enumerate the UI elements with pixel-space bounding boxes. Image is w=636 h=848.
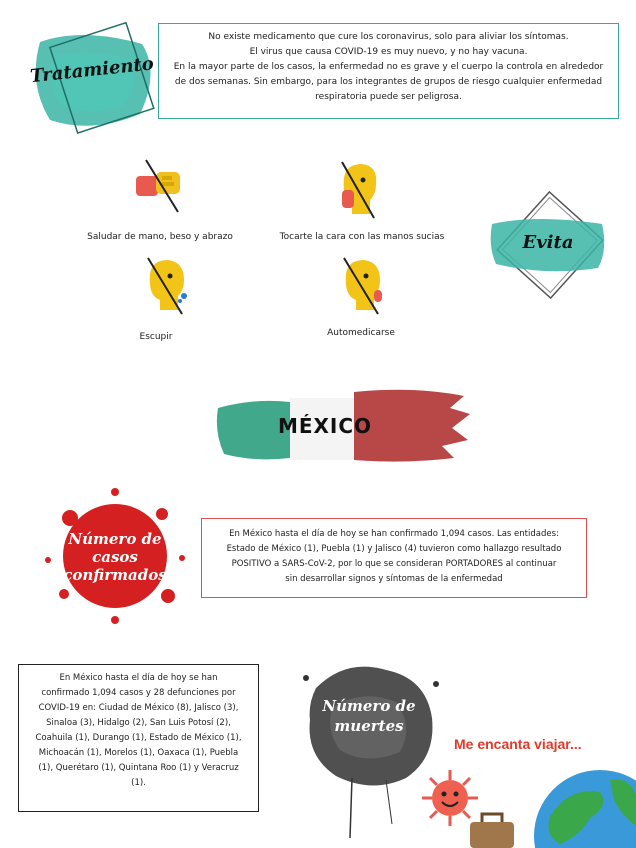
muertes-line-5: Coahuila (1), Durango (1), Estado de México (1),	[35, 733, 242, 743]
tratamiento-line-5: respiratoria puede ser peligrosa.	[315, 92, 462, 102]
muertes-label-line-1: Número de	[322, 697, 416, 715]
confirmados-line-3: POSITIVO a SARS-CoV-2, por lo que se consideran PORTADORES al continuar	[231, 559, 557, 569]
viajar-label: Me encanta viajar...	[454, 736, 582, 752]
muertes-box	[18, 664, 259, 812]
confirmados-line-4: sin desarrollar signos y síntomas de la enfermedad	[285, 574, 503, 584]
muertes-line-4: Sinaloa (3), Hidalgo (2), San Luis Potosí (2),	[46, 718, 231, 728]
confirmados-line-2: Estado de México (1), Puebla (1) y Jalisco (4) tuvieron como hallazgo resultado	[226, 544, 562, 554]
evita-item-1-label: Saludar de mano, beso y abrazo	[87, 232, 233, 242]
tratamiento-line-1: No existe medicamento que cure los coronavirus, solo para aliviar los síntomas.	[208, 32, 569, 42]
tratamiento-section	[0, 0, 636, 150]
spit-crossed-icon	[140, 256, 196, 316]
globe-icon	[530, 766, 636, 848]
muertes-line-2: confirmado 1,094 casos y 28 defunciones por	[41, 688, 236, 698]
muertes-line-7: (1), Querétaro (1), Quintana Roo (1) y Veracruz	[38, 763, 239, 773]
confirmados-box	[201, 518, 587, 598]
evita-item-2-label: Tocarte la cara con las manos sucias	[279, 232, 445, 242]
face-touch-crossed-icon	[330, 160, 386, 220]
mexico-banner	[0, 380, 636, 470]
muertes-label-line-2: muertes	[334, 717, 404, 735]
evita-section	[0, 150, 636, 350]
pill-crossed-icon	[336, 256, 392, 316]
confirmados-label-line-1: Número de	[68, 530, 162, 548]
evita-item-4-label: Automedicarse	[327, 328, 395, 338]
muertes-section	[0, 640, 636, 848]
tratamiento-line-4: de dos semanas. Sin embargo, para los integrantes de grupos de riesgo cualquier enfermedad	[174, 77, 603, 87]
confirmados-section	[0, 478, 636, 638]
muertes-line-3: COVID-19 en: Ciudad de México (8), Jalisco (3),	[38, 703, 239, 713]
confirmados-label-line-3: confirmados	[63, 566, 167, 584]
confirmados-line-1: En México hasta el día de hoy se han confirmado 1,094 casos. Las entidades:	[229, 529, 559, 539]
tratamiento-line-3: En la mayor parte de los casos, la enfermedad no es grave y el cuerpo la controla en alrededor	[173, 62, 604, 72]
evita-label: Evita	[522, 232, 574, 253]
confirmados-label-line-2: casos	[92, 548, 138, 566]
evita-item-3-label: Escupir	[139, 332, 173, 342]
tratamiento-line-2: El virus que causa COVID-19 es muy nuevo, y no hay vacuna.	[249, 47, 528, 57]
tratamiento-box	[158, 23, 619, 119]
muertes-line-8: (1).	[131, 778, 146, 788]
suitcase-icon	[460, 808, 520, 848]
muertes-line-6: Michoacán (1), Morelos (1), Oaxaca (1), Puebla	[38, 748, 239, 758]
mexico-label: MÉXICO	[277, 414, 373, 438]
muertes-line-1: En México hasta el día de hoy se han	[59, 673, 218, 683]
tratamiento-label: Tratamiento	[29, 53, 155, 88]
handshake-crossed-icon	[132, 158, 188, 214]
